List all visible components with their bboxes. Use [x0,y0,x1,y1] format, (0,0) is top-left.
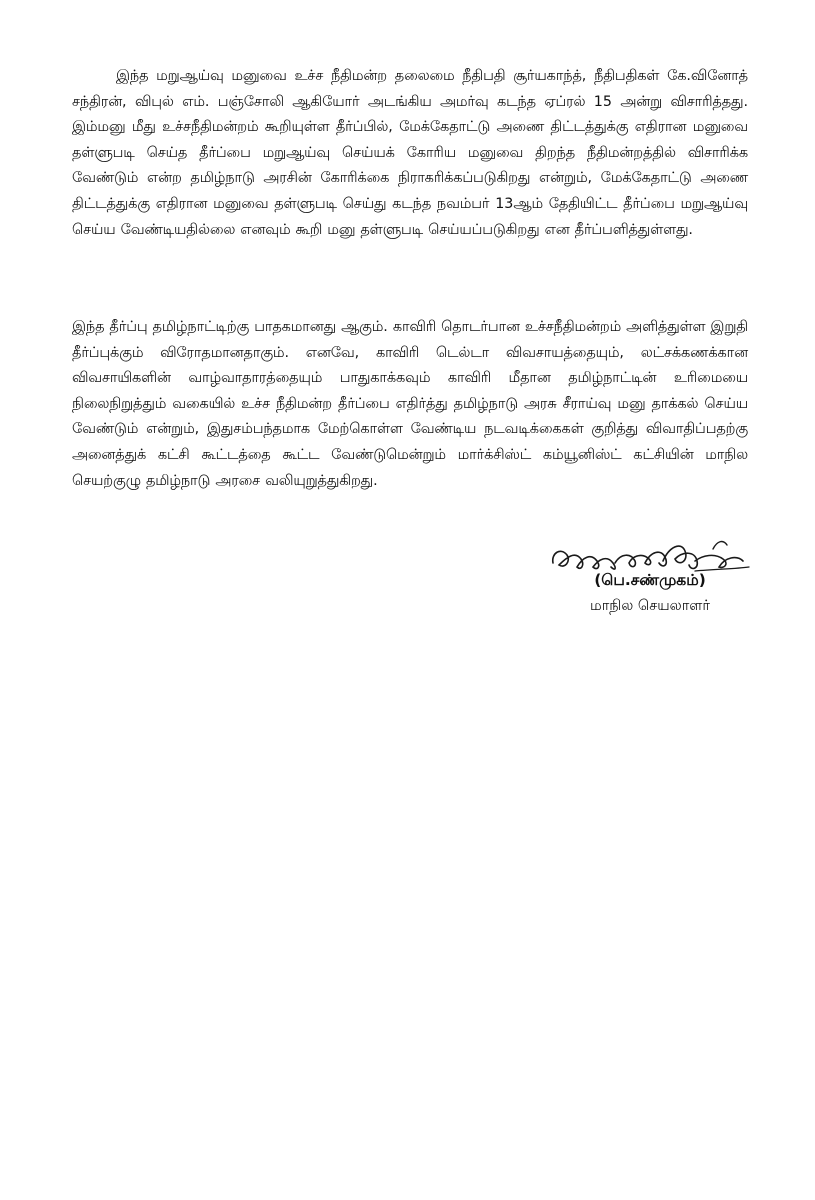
signatory-name: (பெ.சண்முகம்) [594,571,706,589]
body-paragraph-1: இந்த மறுஆய்வு மனுவை உச்ச நீதிமன்ற தலைமை நீதிபதி சூர்யகாந்த், நீதிபதிகள் கே.வினோத் சந்திரன், விபுல் எம். பஞ்சோலி ஆகியோர் அடங்கிய அமர்வு கடந்த ஏப்ரல் 15 அன்று விசாரித்தது. இம்மனு மீது உச்சநீதிமன்றம் கூறியுள்ள தீர்ப்பில், மேக்கேதாட்டு அணை திட்டத்துக்கு எதிரான மனுவை தள்ளுபடி செய்த தீர்ப்பை மறுஆய்வு செய்யக் கோரிய மனுவை திறந்த நீதிமன்றத்தில் விசாரிக்க வேண்டும் என்ற தமிழ்நாடு அரசின் கோரிக்கை நிராகரிக்கப்படுகிறது என்றும், மேக்கேதாட்டு அணை திட்டத்துக்கு எதிரான மனுவை தள்ளுபடி செய்து கடந்த நவம்பர் 13ஆம் தேதியிட்ட தீர்ப்பை மறுஆய்வு செய்ய வேண்டியதில்லை எனவும் கூறி மனு தள்ளுபடி செய்யப்படுகிறது என தீர்ப்பளித்துள்ளது. [72,68,748,238]
signatory-title: மாநில செயலாளர் [590,598,710,614]
body-paragraph-2: இந்த தீர்ப்பு தமிழ்நாட்டிற்கு பாதகமானது ஆகும். காவிரி தொடர்பான உச்சநீதிமன்றம் அளித்துள்ள இறுதி தீர்ப்புக்கும் விரோதமானதாகும். எனவே, காவிரி டெல்டா விவசாயத்தையும், லட்சக்கணக்கான விவசாயிகளின் வாழ்வாதாரத்தையும் பாதுகாக்கவும் காவிரி மீதான தமிழ்நாட்டின் உரிமையை நிலைநிறுத்தும் வகையில் உச்ச நீதிமன்ற தீர்ப்பை எதிர்த்து தமிழ்நாடு அரசு சீராய்வு மனு தாக்கல் செய்ய வேண்டும் என்றும், இதுசம்பந்தமாக மேற்கொள்ள வேண்டிய நடவடிக்கைகள் குறித்து விவாதிப்பதற்கு அனைத்துக் கட்சி கூட்டத்தை கூட்ட வேண்டுமென்றும் மார்க்சிஸ்ட் கம்யூனிஸ்ட் கட்சியின் மாநில செயற்குழு தமிழ்நாடு அரசை வலியுறுத்துகிறது. [72,319,749,489]
